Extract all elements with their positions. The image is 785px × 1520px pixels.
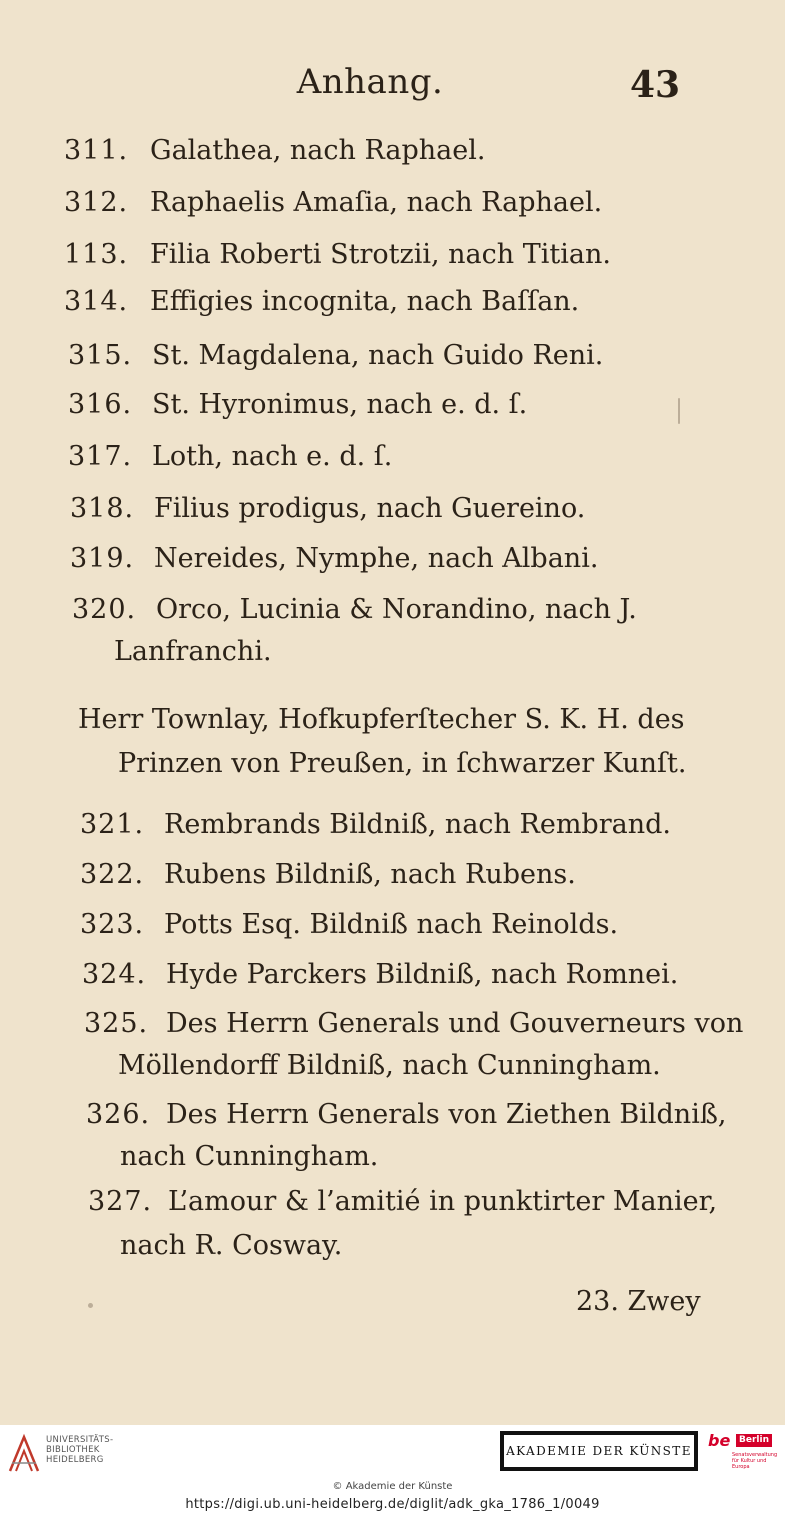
entry-text: Galathea, nach Raphael. [150,135,486,166]
entry-text-continuation: Möllendorff Bildniß, nach Cunningham. [118,1050,661,1081]
entry-text: Hyde Parckers Bildniß, nach Romnei. [166,959,679,990]
paper-speck [88,1303,93,1308]
berlin-label: Berlin [736,1434,772,1447]
entry-text: Raphaelis Amaſia, nach Raphael. [150,187,603,218]
entry-text: Loth, nach e. d. ſ. [152,441,393,472]
entry-number: 326. [86,1099,151,1130]
senate-berlin-logo[interactable] [708,1431,778,1473]
entry-text: St. Hyronimus, nach e. d. ſ. [152,389,528,420]
entry-number: 325. [84,1008,149,1039]
copyright-notice: © Akademie der Künste [332,1481,453,1492]
akademie-logo[interactable] [500,1431,698,1471]
entry-text: Orco, Lucinia & Norandino, nach J. [156,594,637,625]
section-heading-line-2: Prinzen von Preußen, in ſchwarzer Kunſt. [118,748,687,779]
catchword: 23. Zwey [576,1286,701,1317]
entry-number: 321. [80,809,145,840]
ub-line-2: BIBLIOTHEK [46,1445,100,1455]
entry-text: Filia Roberti Strotzii, nach Titian. [150,239,611,270]
entry-number: 317. [68,441,133,472]
entry-text-continuation: nach R. Cosway. [120,1230,343,1261]
entry-text: Rembrands Bildniß, nach Rembrand. [164,809,671,840]
entry-number: 113. [64,239,129,270]
ub-line-1: UNIVERSITÄTS- [46,1435,114,1445]
university-library-logo-icon[interactable] [8,1433,40,1473]
senate-subtitle: Senatsverwaltung für Kultur und Europa [732,1452,778,1470]
entry-text: L’amour & l’amitié in punktirter Manier, [168,1186,718,1217]
entry-number: 314. [64,286,129,317]
entry-number: 312. [64,187,129,218]
permalink-url[interactable]: https://digi.ub.uni-heidelberg.de/diglit/adk_gka_1786_1/0049 [185,1497,600,1512]
entry-number: 320. [72,594,137,625]
akademie-logo-label: AKADEMIE DER KÜNSTE [504,1435,694,1467]
page-number: 43 [630,64,681,106]
entry-number: 323. [80,909,145,940]
entry-number: 316. [68,389,133,420]
entry-number: 315. [68,340,133,371]
entry-number: 311. [64,135,129,166]
entry-text: Potts Esq. Bildniß nach Reinolds. [164,909,619,940]
ub-line-3: HEIDELBERG [46,1455,104,1465]
entry-number: 324. [82,959,147,990]
running-header: Anhang. [296,62,444,102]
entry-text: Des Herrn Generals von Ziethen Bildniß, [166,1099,727,1130]
university-library-name [46,1435,113,1465]
entry-number: 318. [70,493,135,524]
entry-text: Des Herrn Generals und Gouverneurs von [166,1008,744,1039]
entry-text: Rubens Bildniß, nach Rubens. [164,859,576,890]
viewer-footer [0,1425,785,1520]
entry-number: 322. [80,859,145,890]
paper-mark [678,398,680,424]
entry-number: 327. [88,1186,153,1217]
entry-number: 319. [70,543,135,574]
be-mark: be [708,1431,731,1450]
entry-text: Nereides, Nymphe, nach Albani. [154,543,599,574]
section-heading-line-1: Herr Townlay, Hofkupferſtecher S. K. H. des [78,704,685,735]
entry-text: Effigies incognita, nach Baſſan. [150,286,580,317]
entry-text-continuation: nach Cunningham. [120,1141,379,1172]
entry-text: St. Magdalena, nach Guido Reni. [152,340,604,371]
entry-text: Filius prodigus, nach Guereino. [154,493,586,524]
entry-text-continuation: Lanfranchi. [114,636,272,667]
